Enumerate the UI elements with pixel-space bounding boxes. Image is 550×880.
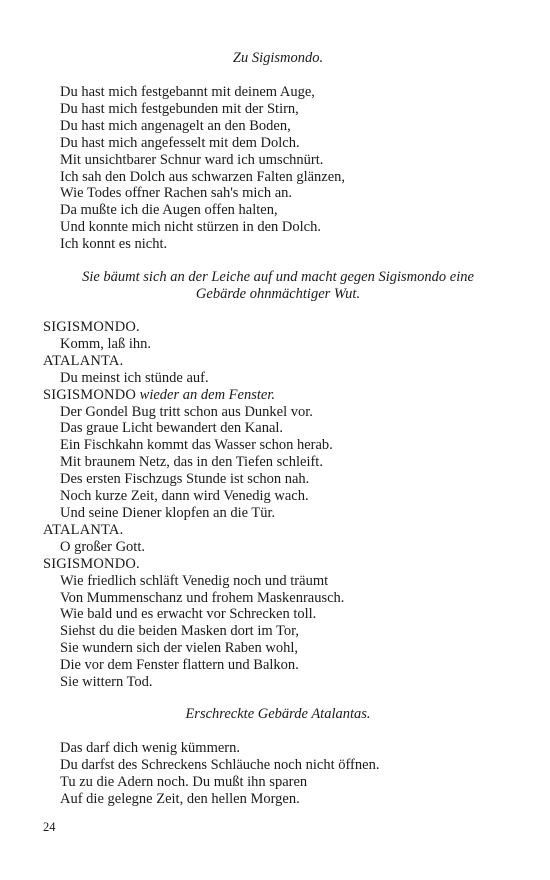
verse-line: Das graue Licht bewandert den Kanal. [60, 420, 284, 437]
verse-line: Wie bald und es erwacht vor Schrecken toll. [60, 606, 317, 623]
verse-line: Du hast mich festgebannt mit deinem Auge, [60, 84, 315, 100]
verse-line: Du darfst des Schreckens Schläuche noch nicht öffnen. [60, 756, 380, 773]
speaker-line [43, 387, 513, 404]
verse-line: Ein Fischkahn kommt das Wasser schon herab. [60, 437, 333, 454]
dialogue-block [43, 319, 513, 691]
verse-line: Mit braunem Netz, das in den Tiefen schleift. [60, 454, 323, 471]
verse-line: Wie friedlich schläft Venedig noch und träumt [60, 572, 329, 589]
verse-line: Und konnte mich nicht stürzen in den Dolch. [60, 219, 321, 236]
stage-direction-line: Erschreckte Gebärde Atalantas. [185, 706, 371, 722]
verse-line: Auf die gelegne Zeit, den hellen Morgen. [60, 790, 300, 807]
verse-line: Noch kurze Zeit, dann wird Venedig wach. [60, 488, 309, 505]
verse-line: Komm, laß ihn. [60, 335, 152, 352]
verse-line: Das darf dich wenig kümmern. [60, 740, 240, 756]
verse-block [43, 740, 513, 808]
verse-line: Du hast mich angefesselt mit dem Dolch. [60, 134, 300, 151]
verse-line: O großer Gott. [60, 538, 145, 555]
stage-direction [43, 706, 513, 723]
verse-block [43, 84, 513, 253]
stage-direction [43, 269, 513, 303]
speaker-name: SIGISMONDO. [43, 555, 140, 572]
verse-line: Mit unsichtbarer Schnur ward ich umschnürt. [60, 151, 324, 168]
stage-direction [43, 50, 513, 67]
verse-line: Du hast mich angenagelt an den Boden, [60, 117, 291, 134]
speaker-name: SIGISMONDO [43, 386, 137, 403]
verse-line: Wie Todes offner Rachen sah's mich an. [60, 185, 293, 202]
stage-direction-line: Sie bäumt sich an der Leiche auf und macht gegen Sigismondo eine [82, 269, 474, 285]
verse-line: Des ersten Fischzugs Stunde ist schon nah. [60, 471, 310, 488]
verse-line: Da mußte ich die Augen offen halten, [60, 202, 278, 219]
verse-line: Und seine Diener klopfen an die Tür. [60, 504, 276, 521]
verse-line: Sie wittern Tod. [60, 674, 153, 691]
stage-direction-line: Zu Sigismondo. [232, 50, 324, 66]
verse-line: Von Mummenschanz und frohem Maskenrausch. [60, 589, 345, 606]
verse-line: Siehst du die beiden Masken dort im Tor, [60, 623, 299, 640]
speaker-name: ATALANTA. [43, 521, 124, 538]
page-number: 24 [43, 820, 56, 834]
speaker-direction: wieder an dem Fenster. [139, 386, 275, 403]
speaker-name: ATALANTA. [43, 352, 124, 369]
verse-line: Die vor dem Fenster flattern und Balkon. [60, 657, 299, 674]
verse-line: Ich sah den Dolch aus schwarzen Falten glänzen, [60, 168, 346, 185]
verse-line: Der Gondel Bug tritt schon aus Dunkel vor. [60, 403, 313, 420]
verse-line: Sie wundern sich der vielen Raben wohl, [60, 640, 298, 657]
verse-line: Du meinst ich stünde auf. [60, 369, 209, 386]
verse-line: Ich konnt es nicht. [60, 236, 168, 253]
verse-line: Du hast mich festgebunden mit der Stirn, [60, 100, 299, 117]
stage-direction-line: Gebärde ohnmächtiger Wut. [195, 285, 361, 302]
verse-line: Tu zu die Adern noch. Du mußt ihn sparen [60, 773, 308, 790]
speaker-name: SIGISMONDO. [43, 319, 140, 335]
